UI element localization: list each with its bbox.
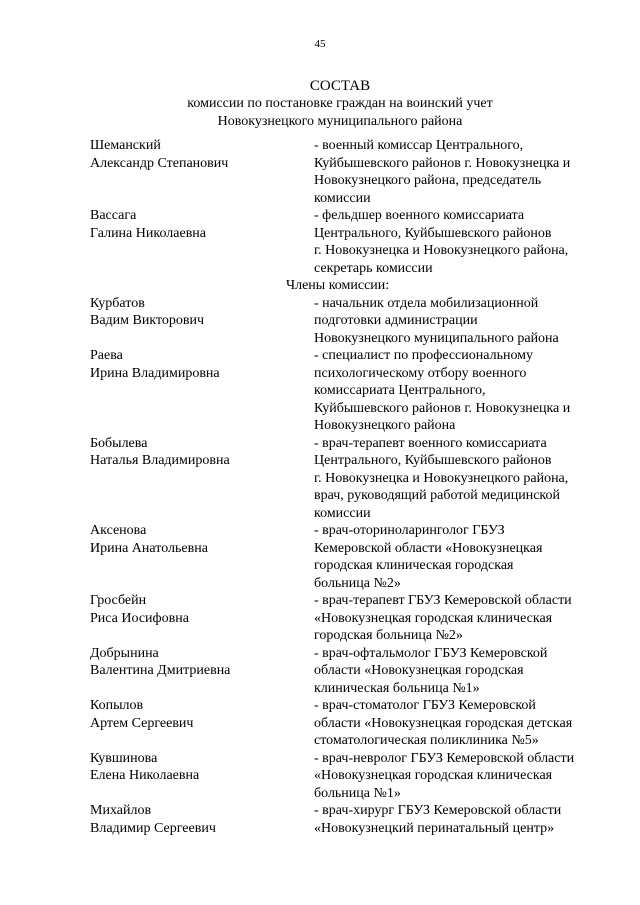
- person-name: [90, 207, 314, 277]
- role-line: стоматологическая поликлиника №5»: [314, 733, 539, 748]
- roster-entry: [90, 697, 610, 750]
- given-names: Риса Иосифовна: [90, 610, 189, 626]
- surname: Добрынина: [90, 645, 159, 661]
- person-role: [314, 645, 610, 698]
- role-line: «Новокузнецкий перинатальный центр»: [314, 820, 555, 836]
- given-names: Владимир Сергеевич: [90, 820, 216, 836]
- role-line: - военный комиссар Центрального,: [314, 138, 524, 153]
- role-line: - врач-терапевт ГБУЗ Кемеровской области: [314, 593, 572, 608]
- surname: Шеманский: [90, 138, 161, 153]
- surname: Кувшинова: [90, 750, 158, 766]
- role-line: - врач-оториноларинголог ГБУЗ: [314, 523, 505, 538]
- roster-entry: [90, 522, 610, 592]
- role-line: городская больница №2»: [314, 628, 463, 643]
- role-line: Кемеровской области «Новокузнецкая: [314, 540, 543, 556]
- roster-entry: [90, 645, 610, 698]
- members-list: [90, 295, 610, 838]
- given-names: Ирина Анатольевна: [90, 540, 208, 556]
- roster-entry: [90, 207, 610, 277]
- roster-entry: [90, 137, 610, 207]
- person-role: [314, 295, 610, 348]
- role-line: Куйбышевского районов г. Новокузнецка и: [314, 155, 571, 171]
- role-line: - врач-терапевт военного комиссариата: [314, 435, 547, 451]
- surname: Аксенова: [90, 523, 147, 538]
- role-line: больница №1»: [314, 785, 401, 801]
- person-role: [314, 697, 610, 750]
- roster-entry: [90, 750, 610, 803]
- role-line: области «Новокузнецкая городская: [314, 663, 524, 678]
- roster-entry: [90, 592, 610, 645]
- surname: Раева: [90, 348, 123, 363]
- role-line: Куйбышевского районов г. Новокузнецка и: [314, 400, 571, 416]
- given-names: Артем Сергеевич: [90, 715, 194, 731]
- person-name: [90, 697, 314, 750]
- person-name: [90, 645, 314, 698]
- role-line: больница №2»: [314, 575, 401, 591]
- role-line: клиническая больница №1»: [314, 680, 480, 696]
- person-name: [90, 592, 314, 645]
- person-name: [90, 750, 314, 803]
- given-names: Елена Николаевна: [90, 768, 200, 783]
- role-line: секретарь комиссии: [314, 260, 433, 276]
- surname: Копылов: [90, 698, 144, 713]
- given-names: Галина Николаевна: [90, 225, 207, 241]
- role-line: комиссариата Центрального,: [314, 383, 486, 398]
- given-names: Валентина Дмитриевна: [90, 663, 231, 678]
- role-line: Новокузнецкого муниципального района: [314, 330, 559, 346]
- role-line: Новокузнецкого района: [314, 418, 456, 433]
- role-line: - врач-офтальмолог ГБУЗ Кемеровской: [314, 645, 548, 661]
- person-name: [90, 522, 314, 592]
- person-role: [314, 137, 610, 207]
- surname: Вассага: [90, 208, 137, 223]
- role-line: подготовки администрации: [314, 313, 478, 328]
- role-line: г. Новокузнецка и Новокузнецкого района,: [314, 243, 569, 258]
- role-line: - фельдшер военного комиссариата: [314, 208, 525, 223]
- person-name: [90, 295, 314, 348]
- role-line: - врач-стоматолог ГБУЗ Кемеровской: [314, 698, 536, 713]
- given-names: Вадим Викторович: [90, 313, 205, 328]
- person-name: [90, 347, 314, 435]
- role-line: городская клиническая городская: [314, 558, 514, 573]
- page-number: 45: [314, 38, 326, 50]
- members-heading: Члены комиссии:: [286, 278, 390, 293]
- surname: Гросбейн: [90, 593, 147, 608]
- given-names: Наталья Владимировна: [90, 453, 230, 468]
- role-line: - начальник отдела мобилизационной: [314, 295, 539, 311]
- role-line: комиссии: [314, 505, 371, 521]
- person-role: [314, 435, 610, 523]
- role-line: Центрального, Куйбышевского районов: [314, 453, 552, 468]
- document-subtitle-line: комиссии по постановке граждан на воинский учет: [187, 96, 493, 111]
- role-line: психологическому отбору военного: [314, 365, 527, 381]
- role-line: врач, руководящий работой медицинской: [314, 488, 561, 503]
- role-line: комиссии: [314, 190, 371, 206]
- roster-entry: [90, 347, 610, 435]
- roster-entry: [90, 435, 610, 523]
- surname: Курбатов: [90, 295, 145, 311]
- person-role: [314, 207, 610, 277]
- role-line: - врач-невролог ГБУЗ Кемеровской области: [314, 750, 575, 766]
- person-name: [90, 435, 314, 523]
- leadership-list: [90, 137, 610, 277]
- given-names: Александр Степанович: [90, 155, 229, 171]
- person-role: [314, 347, 610, 435]
- role-line: - врач-хирург ГБУЗ Кемеровской области: [314, 803, 562, 818]
- document-subtitle-line: Новокузнецкого муниципального района: [217, 114, 463, 129]
- role-line: г. Новокузнецка и Новокузнецкого района,: [314, 470, 569, 486]
- roster-entry: [90, 802, 610, 837]
- role-line: Центрального, Куйбышевского районов: [314, 225, 552, 241]
- role-line: области «Новокузнецкая городская детская: [314, 715, 573, 731]
- given-names: Ирина Владимировна: [90, 365, 220, 381]
- role-line: «Новокузнецкая городская клиническая: [314, 610, 553, 626]
- commission-roster: [90, 137, 610, 837]
- person-name: [90, 137, 314, 207]
- role-line: «Новокузнецкая городская клиническая: [314, 768, 553, 783]
- roster-entry: [90, 295, 610, 348]
- person-role: [314, 522, 610, 592]
- document-title: СОСТАВ: [309, 78, 371, 94]
- surname: Михайлов: [90, 803, 152, 818]
- person-role: [314, 750, 610, 803]
- role-line: - специалист по профессиональному: [314, 348, 534, 363]
- role-line: Новокузнецкого района, председатель: [314, 173, 542, 188]
- person-name: [90, 802, 314, 837]
- person-role: [314, 592, 610, 645]
- person-role: [314, 802, 610, 837]
- surname: Бобылева: [90, 435, 148, 451]
